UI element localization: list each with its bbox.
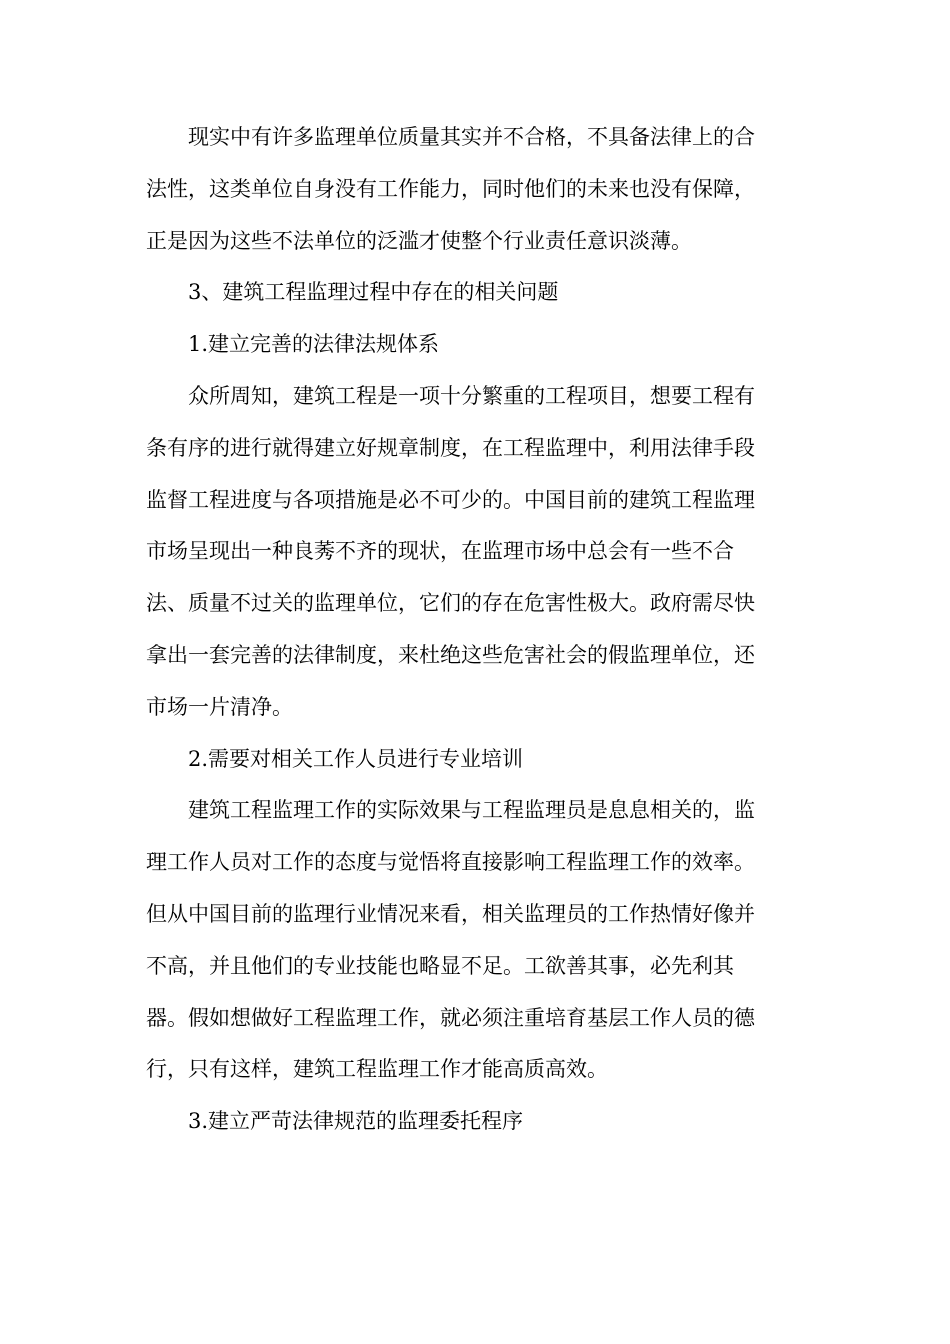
paragraph-line: 市场一片清净。	[146, 694, 293, 719]
paragraph-line: 拿出一套完善的法律制度，来杜绝这些危害社会的假监理单位，还	[146, 642, 755, 667]
paragraph-line: 建筑工程监理工作的实际效果与工程监理员是息息相关的，监	[188, 798, 755, 823]
paragraph-line: 众所周知，建筑工程是一项十分繁重的工程项目，想要工程有	[188, 383, 755, 408]
paragraph-line: 理工作人员对工作的态度与觉悟将直接影响工程监理工作的效率。	[146, 850, 755, 875]
section-heading: 3、建筑工程监理过程中存在的相关问题	[188, 280, 559, 305]
paragraph-line: 但从中国目前的监理行业情况来看，相关监理员的工作热情好像并	[146, 901, 755, 926]
subsection-heading: 2.需要对相关工作人员进行专业培训	[188, 746, 524, 771]
document-body	[146, 112, 796, 1148]
paragraph-line: 行，只有这样，建筑工程监理工作才能高质高效。	[146, 1057, 608, 1082]
paragraph-line: 监督工程进度与各项措施是必不可少的。中国目前的建筑工程监理	[146, 487, 755, 512]
paragraph-line: 器。假如想做好工程监理工作，就必须注重培育基层工作人员的德	[146, 1005, 755, 1030]
paragraph-line: 条有序的进行就得建立好规章制度，在工程监理中，利用法律手段	[146, 435, 755, 460]
paragraph-line: 现实中有许多监理单位质量其实并不合格，不具备法律上的合	[188, 125, 755, 149]
paragraph-line: 法、质量不过关的监理单位，它们的存在危害性极大。政府需尽快	[146, 591, 755, 616]
subsection-heading: 1.建立完善的法律法规体系	[188, 332, 440, 357]
paragraph-line: 法性，这类单位自身没有工作能力，同时他们的未来也没有保障，	[146, 176, 755, 201]
paragraph-line: 正是因为这些不法单位的泛滥才使整个行业责任意识淡薄。	[146, 228, 692, 253]
paragraph-line: 市场呈现出一种良莠不齐的现状，在监理市场中总会有一些不合	[146, 539, 734, 564]
subsection-heading: 3.建立严苛法律规范的监理委托程序	[188, 1109, 524, 1134]
paragraph-line: 不高，并且他们的专业技能也略显不足。工欲善其事，必先利其	[146, 953, 734, 978]
